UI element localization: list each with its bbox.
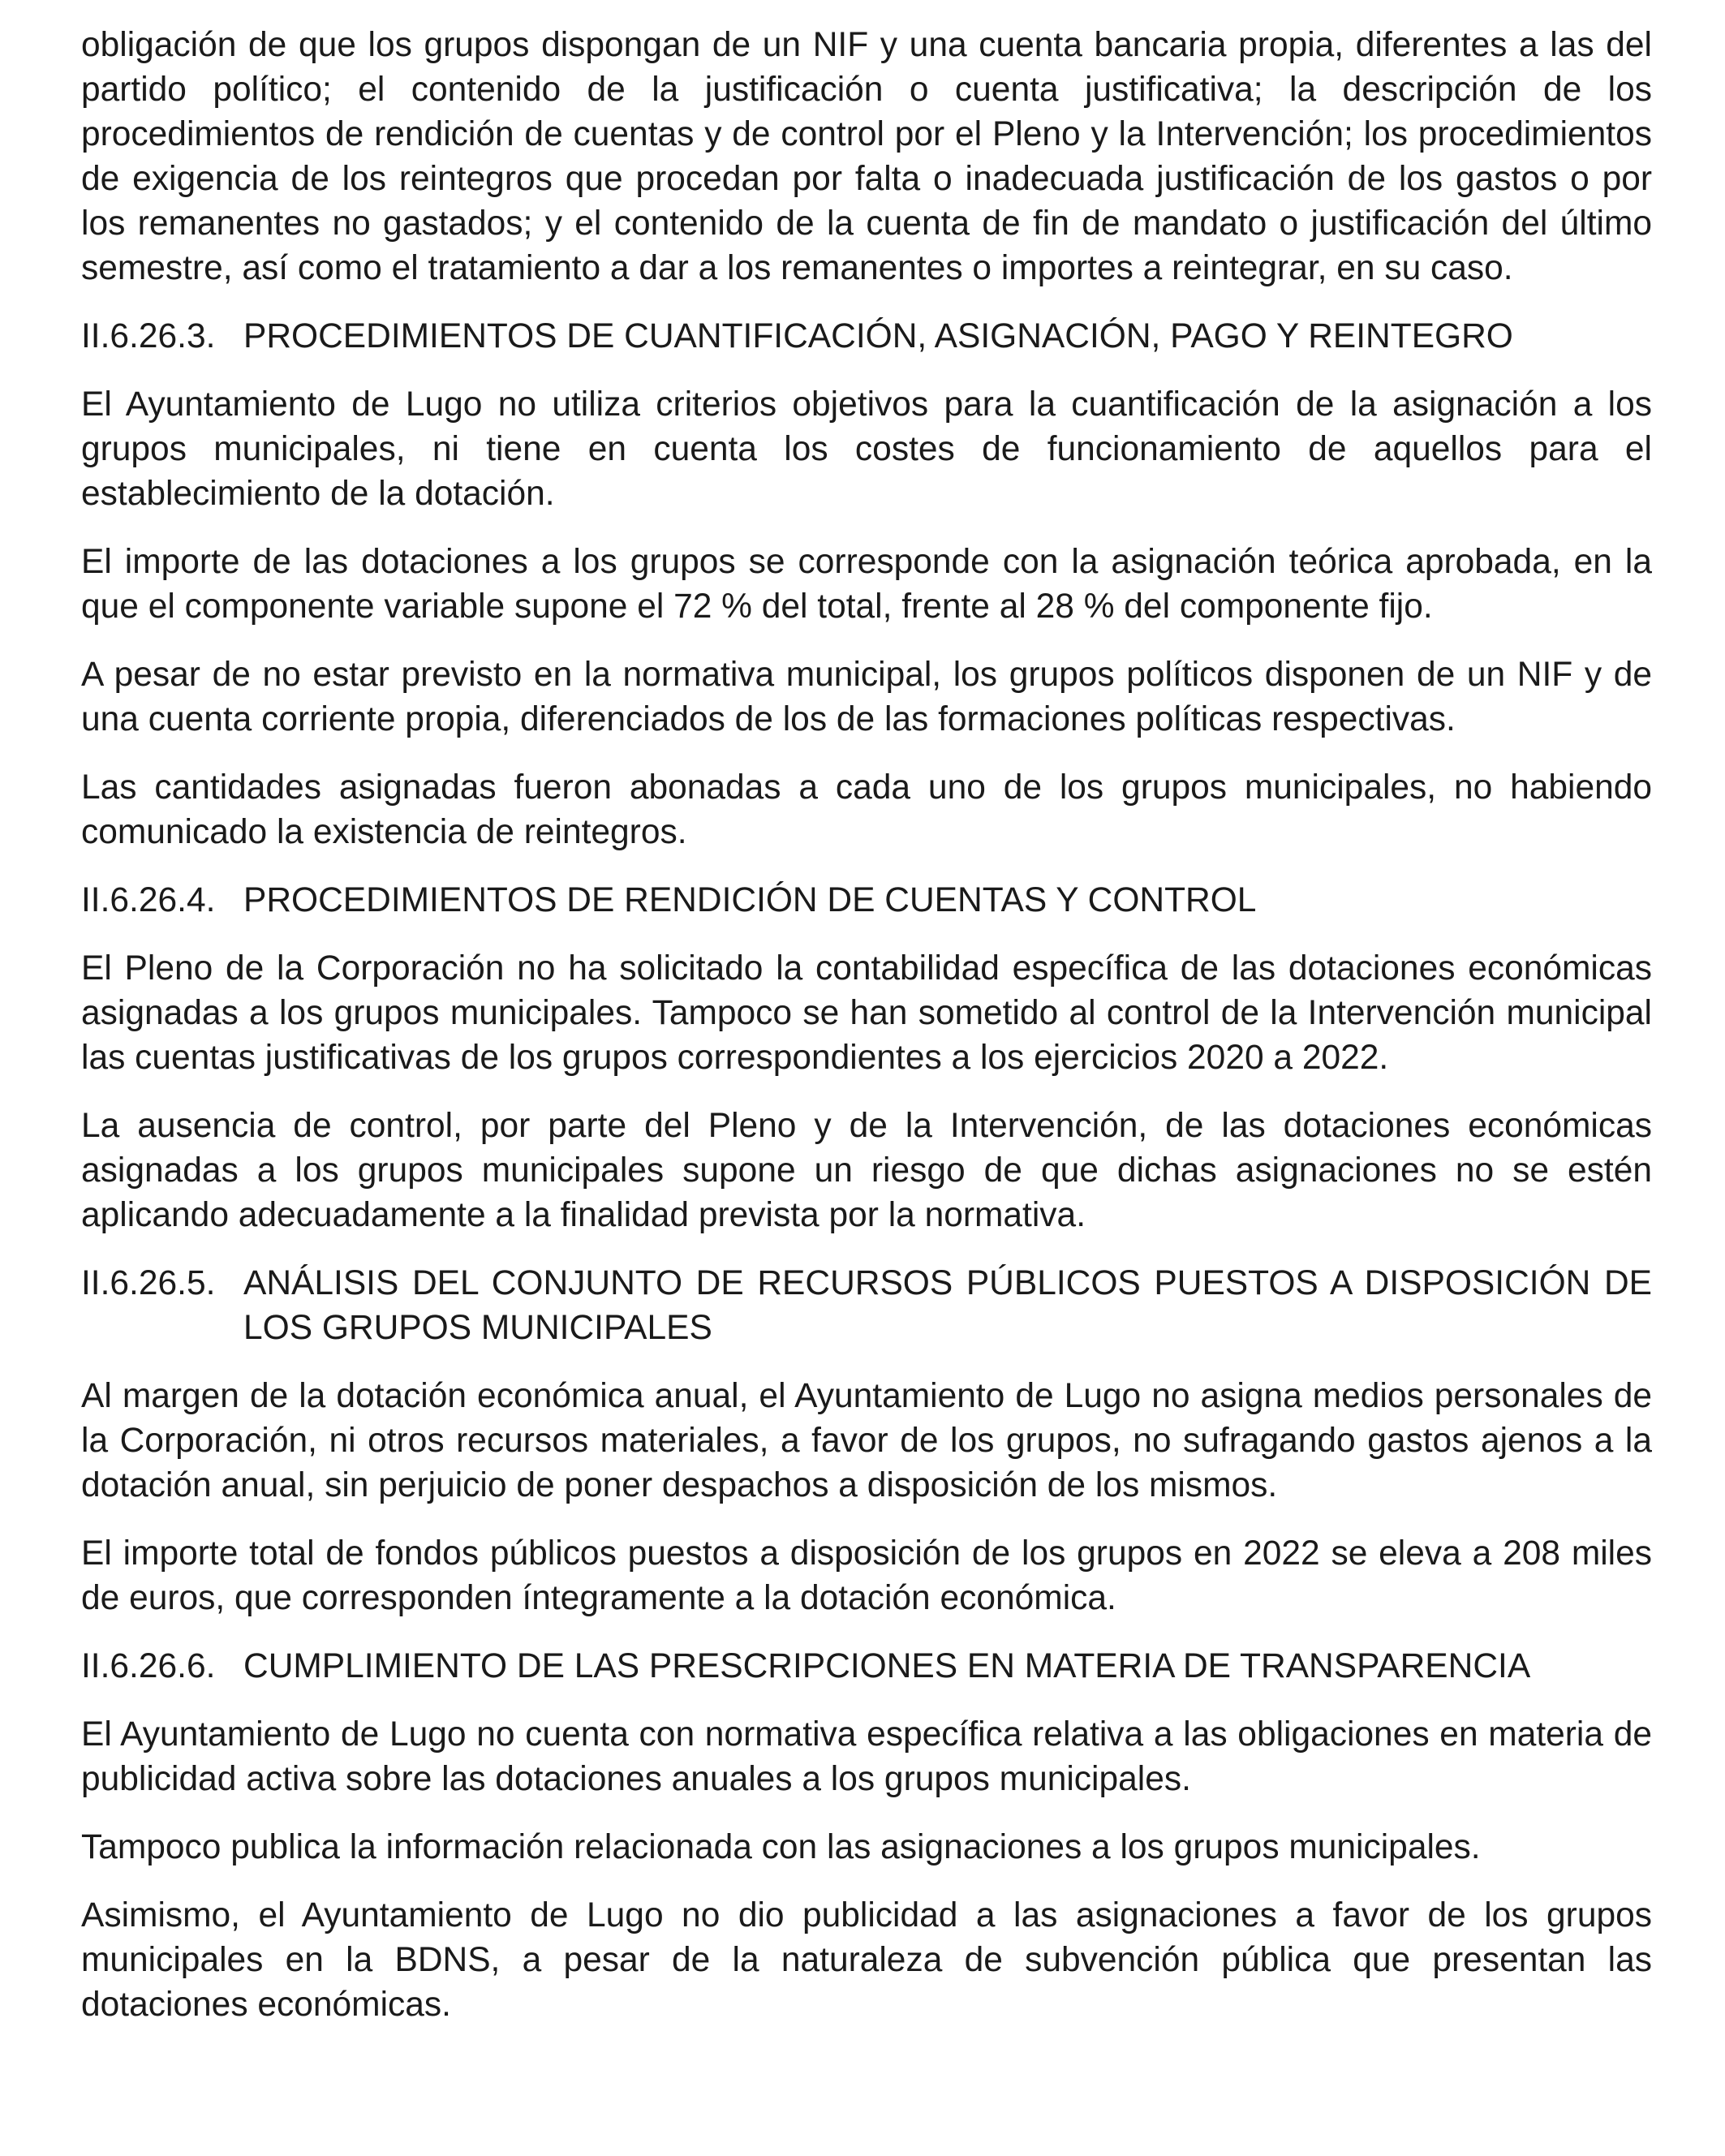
paragraph: Las cantidades asignadas fueron abonadas a cada uno de los grupos municipales, no habiendo comunicado la existencia de reintegros. [81, 768, 1652, 851]
section-heading-ii-6-26-4 [81, 878, 1652, 923]
section-number: II.6.26.4. [81, 881, 216, 919]
paragraph: El Pleno de la Corporación no ha solicitado la contabilidad específica de las dotaciones económicas asignadas a los grupos municipales. Tampoco se han sometido al control de la Intervención municipal las cuentas justificativas de los grupos correspondientes a los ejercicios 2020 a 2022. [81, 949, 1652, 1077]
paragraph: Al margen de la dotación económica anual, el Ayuntamiento de Lugo no asigna medios personales de la Corporación, ni otros recursos materiales, a favor de los grupos, no sufragando gastos ajenos a la dotación anual, sin perjuicio de poner despachos a disposición de los mismos. [81, 1377, 1652, 1504]
section-title: PROCEDIMIENTOS DE CUANTIFICACIÓN, ASIGNACIÓN, PAGO Y REINTEGRO [243, 317, 1513, 355]
paragraph: El Ayuntamiento de Lugo no cuenta con normativa específica relativa a las obligaciones en materia de publicidad activa sobre las dotaciones anuales a los grupos municipales. [81, 1715, 1652, 1798]
paragraph: La ausencia de control, por parte del Pleno y de la Intervención, de las dotaciones económicas asignadas a los grupos municipales supone un riesgo de que dichas asignaciones no se estén aplicando adecuadamente a la finalidad prevista por la normativa. [81, 1107, 1652, 1234]
paragraph: A pesar de no estar previsto en la normativa municipal, los grupos políticos disponen de un NIF y de una cuenta corriente propia, diferenciados de los de las formaciones políticas respectivas. [81, 656, 1652, 738]
document-page [81, 23, 1652, 2051]
section-number: II.6.26.6. [81, 1647, 216, 1685]
section-heading-ii-6-26-3 [81, 314, 1652, 359]
paragraph: El Ayuntamiento de Lugo no utiliza criterios objetivos para la cuantificación de la asignación a los grupos municipales, ni tiene en cuenta los costes de funcionamiento de aquellos para el establecimiento de la dotación. [81, 385, 1652, 513]
section-number: II.6.26.3. [81, 317, 216, 355]
paragraph: El importe total de fondos públicos puestos a disposición de los grupos en 2022 se eleva a 208 miles de euros, que corresponden íntegramente a la dotación económica. [81, 1534, 1652, 1617]
section-heading-ii-6-26-5 [81, 1261, 1652, 1350]
paragraph-intro-continuation: obligación de que los grupos dispongan de un NIF y una cuenta bancaria propia, diferentes a las del partido político; el contenido de la justificación o cuenta justificativa; la descripción de los procedimientos de rendición de cuentas y de control por el Pleno y la Intervención; los procedimientos de exigencia de los reintegros que procedan por falta o inadecuada justificación de los gastos o por los remanentes no gastados; y el contenido de la cuenta de fin de mandato o justificación del último semestre, así como el tratamiento a dar a los remanentes o importes a reintegrar, en su caso. [81, 26, 1652, 287]
section-heading-ii-6-26-6 [81, 1644, 1652, 1689]
paragraph: Tampoco publica la información relacionada con las asignaciones a los grupos municipales. [81, 1828, 1481, 1866]
section-title: CUMPLIMIENTO DE LAS PRESCRIPCIONES EN MATERIA DE TRANSPARENCIA [243, 1647, 1531, 1685]
paragraph: El importe de las dotaciones a los grupos se corresponde con la asignación teórica aprobada, en la que el componente variable supone el 72 % del total, frente al 28 % del componente fijo. [81, 543, 1652, 626]
paragraph: Asimismo, el Ayuntamiento de Lugo no dio publicidad a las asignaciones a favor de los grupos municipales en la BDNS, a pesar de la naturaleza de subvención pública que presentan las dotaciones económicas. [81, 1896, 1652, 2024]
section-number: II.6.26.5. [81, 1264, 216, 1302]
section-title: ANÁLISIS DEL CONJUNTO DE RECURSOS PÚBLICOS PUESTOS A DISPOSICIÓN DE LOS GRUPOS MUNICIPALES [243, 1264, 1652, 1347]
section-title: PROCEDIMIENTOS DE RENDICIÓN DE CUENTAS Y CONTROL [243, 881, 1257, 919]
